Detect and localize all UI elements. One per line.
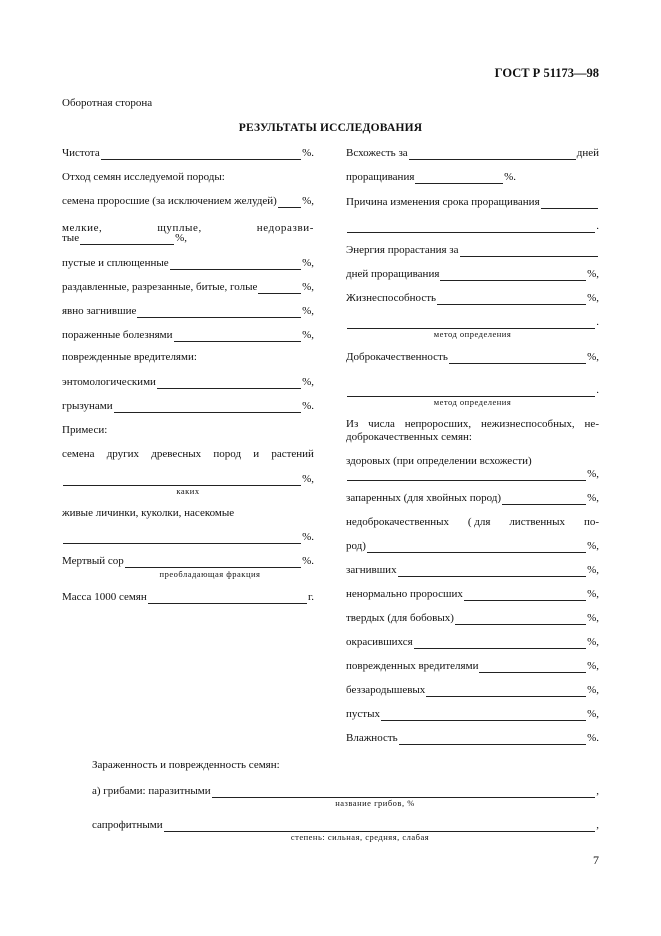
quality-method-blank[interactable]: [347, 385, 595, 397]
viability-method-field: .: [346, 315, 599, 329]
energy-blank[interactable]: [460, 245, 598, 257]
nonquality-field: род) %,: [346, 540, 599, 552]
entomological-field: энтомологическими %,: [62, 376, 314, 388]
fungi-field: а) грибами: паразитными ,: [92, 785, 599, 797]
reason-blank-2[interactable]: [347, 221, 595, 233]
colored-blank[interactable]: [414, 637, 586, 649]
germless-field: беззародышевых %,: [346, 684, 599, 696]
energy-field: Энергия прорастания за: [346, 243, 599, 257]
predominant-fraction-hint: преобладающая фракция: [159, 569, 261, 579]
hard-blank[interactable]: [455, 613, 586, 625]
healthy-blank[interactable]: [347, 469, 586, 481]
empty-seeds-field: пустых %,: [346, 708, 599, 720]
reason-field: Причина изменения срока проращивания: [346, 195, 599, 209]
abnormal-blank[interactable]: [464, 589, 586, 601]
healthy-field: %,: [346, 467, 599, 481]
among-heading: Из числа непроросших, нежизнеспособных, не- доброкачественных семян:: [346, 418, 599, 443]
standard-number: ГОСТ Р 51173—98: [494, 66, 599, 80]
germination-period-field: проращивания %.: [346, 171, 516, 183]
fungi-names-hint: название грибов, %: [335, 798, 415, 808]
crushed-blank[interactable]: [258, 282, 301, 294]
small-label-line: мелкие, щуплые, недоразви-: [62, 222, 314, 234]
sprouted-field: семена проросшие (за исключением желудей) %,: [62, 195, 314, 207]
diseased-field: пораженные болезнями %,: [62, 329, 314, 341]
germination-blank[interactable]: [409, 148, 576, 160]
reverse-side-label: Оборотная сторона: [62, 97, 153, 109]
rotted-field: загнивших %,: [346, 564, 599, 576]
sprouted-blank[interactable]: [278, 196, 301, 208]
rotten-field: явно загнившие %,: [62, 305, 314, 317]
reason-field-2: .: [346, 219, 599, 233]
which-hint: каких: [176, 486, 200, 496]
germination-field: Всхожесть за дней: [346, 147, 599, 159]
saprophytic-field: сапрофитными ,: [92, 819, 599, 831]
other-species-blank[interactable]: [63, 474, 301, 486]
viability-method-blank[interactable]: [347, 317, 595, 329]
pest-damaged-blank[interactable]: [479, 661, 586, 673]
rodents-field: грызунами %.: [62, 400, 314, 412]
saprophytic-blank[interactable]: [164, 820, 596, 832]
reason-blank[interactable]: [541, 197, 598, 209]
rodents-blank[interactable]: [114, 401, 301, 413]
energy-days-field: дней проращивания %,: [346, 268, 599, 280]
rotted-blank[interactable]: [398, 565, 587, 577]
larvae-label: живые личинки, куколки, насекомые: [62, 507, 235, 519]
infection-heading: Зараженность и поврежденность семян:: [92, 759, 280, 771]
steamed-blank[interactable]: [502, 493, 586, 505]
empty-blank[interactable]: [170, 258, 301, 270]
quality-blank[interactable]: [449, 352, 586, 364]
diseased-blank[interactable]: [174, 330, 302, 342]
dead-litter-blank[interactable]: [125, 556, 301, 568]
other-species-label: семена других древесных пород и растений: [62, 448, 314, 460]
impurities-heading: Примеси:: [62, 424, 108, 436]
humidity-field: Влажность %.: [346, 732, 599, 744]
hard-field: твердых (для бобовых) %,: [346, 612, 599, 624]
larvae-blank[interactable]: [63, 532, 301, 544]
quality-method-field: .: [346, 383, 599, 397]
nonquality-blank[interactable]: [367, 541, 586, 553]
degree-hint: степень: сильная, средняя, слабая: [290, 832, 430, 842]
steamed-field: запаренных (для хвойных пород) %,: [346, 492, 599, 504]
page-title: РЕЗУЛЬТАТЫ ИССЛЕДОВАНИЯ: [238, 122, 423, 134]
fungi-blank[interactable]: [212, 786, 596, 798]
germless-blank[interactable]: [426, 685, 586, 697]
larvae-field: %.: [62, 530, 314, 544]
nonquality-label: недоброкачественных ( для лиственных по-: [346, 516, 599, 528]
page-number: 7: [593, 853, 599, 867]
dead-litter-field: Мертвый сор %.: [62, 555, 314, 567]
purity-label: Чистота: [62, 147, 100, 159]
purity-blank[interactable]: [101, 148, 301, 160]
other-species-field: %,: [62, 472, 314, 486]
waste-heading: Отход семян исследуемой породы:: [62, 171, 225, 183]
quality-method-hint: метод определения: [433, 397, 512, 407]
small-blank[interactable]: [80, 233, 174, 245]
entomological-blank[interactable]: [157, 377, 301, 389]
viability-method-hint: метод определения: [433, 329, 512, 339]
energy-days-blank[interactable]: [440, 269, 586, 281]
mass-blank[interactable]: [148, 592, 307, 604]
viability-field: Жизнеспособность %,: [346, 292, 599, 304]
mass-field: Масса 1000 семян г.: [62, 591, 314, 603]
viability-blank[interactable]: [437, 293, 586, 305]
colored-field: окрасившихся %,: [346, 636, 599, 648]
quality-field: Доброкачественность %,: [346, 351, 599, 363]
empty-seeds-blank[interactable]: [381, 709, 586, 721]
rotten-blank[interactable]: [137, 306, 301, 318]
small-field: тые %,: [62, 232, 187, 244]
purity-field: Чистота %.: [62, 147, 314, 159]
abnormal-field: ненормально проросших %,: [346, 588, 599, 600]
pest-damaged-field: поврежденных вредителями %,: [346, 660, 599, 672]
empty-field: пустые и сплющенные %,: [62, 257, 314, 269]
humidity-blank[interactable]: [399, 733, 586, 745]
healthy-label: здоровых (при определении всхожести): [346, 455, 532, 467]
pest-heading: поврежденные вредителями:: [62, 351, 197, 363]
germination-period-blank[interactable]: [415, 172, 503, 184]
crushed-field: раздавленные, разрезанные, битые, голые %,: [62, 281, 314, 293]
